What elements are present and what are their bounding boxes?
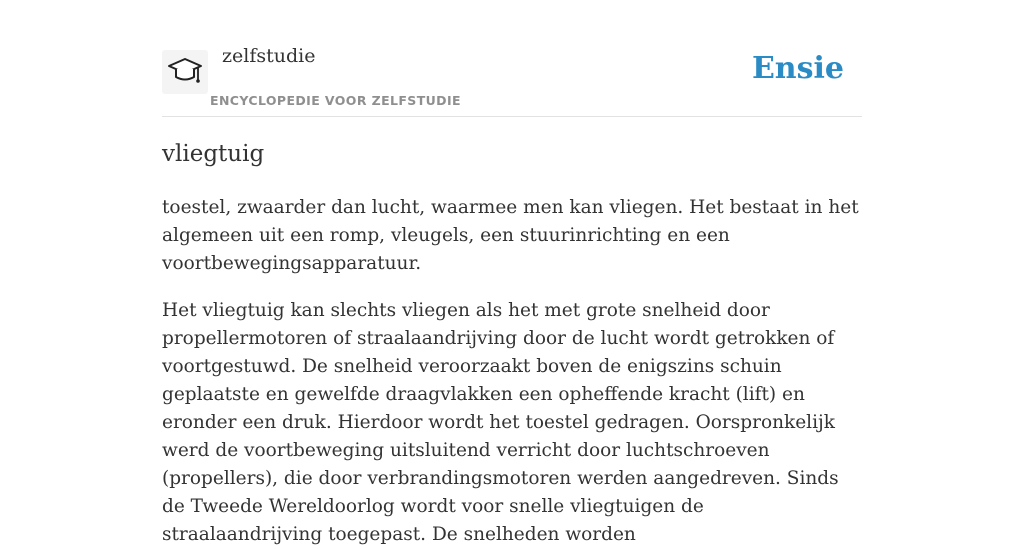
entry-paragraph-2: Het vliegtuig kan slechts vliegen als het met grote snelheid door propellermotoren of straalaandrijving door de lucht wordt getrokken of voortgestuwd. De snelheid veroorzaakt boven de enigszins schuin geplaatste en gewelfde draagvlakken een opheffende kracht (lift) en eronder een druk. Hierdoor wordt het toestel gedragen. Oorspronkelijk werd de voortbeweging uitsluitend verricht door luchtschroeven (propellers), die door verbrandingsmotoren werden aangedreven. Sinds de Tweede Wereldoorlog wordt voor snelle vliegtuigen de straalaandrijving toegepast. De snelheden worden	[162, 300, 839, 545]
site-header	[162, 0, 862, 117]
graduation-cap-icon	[167, 56, 203, 88]
site-tagline: ENCYCLOPEDIE VOOR ZELFSTUDIE	[210, 93, 461, 108]
brand-logo-ensie[interactable]: Ensie	[751, 51, 844, 86]
entry-title: vliegtuig	[162, 141, 265, 167]
site-name[interactable]: zelfstudie	[222, 45, 316, 67]
site-logo[interactable]	[162, 50, 208, 94]
entry-paragraph-1: toestel, zwaarder dan lucht, waarmee men kan vliegen. Het bestaat in het algemeen uit een romp, vleugels, een stuurinrichting en een voortbewegingsapparatuur.	[162, 197, 859, 274]
entry-content	[162, 138, 867, 549]
